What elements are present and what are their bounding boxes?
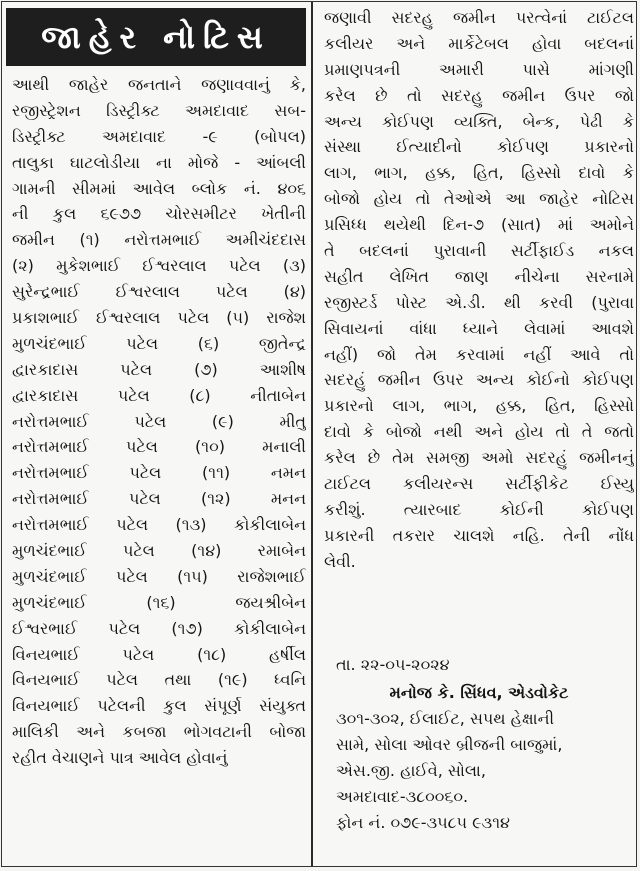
notice-line: લાગ, ભાગ, હક્ક, હિત, હિસ્સો દાવો કે <box>324 163 634 183</box>
notice-line: ઈશ્વરભાઈ પટેલ (૧૭) કોકીલાબેન <box>12 618 306 638</box>
notice-line: નરોત્તમભાઈ પટેલ (૧૧) નમન <box>12 463 306 483</box>
notice-line: મુળચંદભાઈ (૧૬) જયશ્રીબેન <box>12 592 306 612</box>
notice-line: દ્વારકાદાસ પટેલ (૭) આશીષ <box>12 359 306 379</box>
notice-line: ગામની સીમમાં આવેલ બ્લોક નં. ૪૦૬ <box>12 178 306 198</box>
notice-line: પ્રકારનો લાગ, ભાગ, હક્ક, હિત, હિસ્સો <box>324 396 634 416</box>
notice-line: વિનયભાઈ પટેલ (૧૮) હર્ષીલ <box>12 644 306 664</box>
notice-line: નહીં) જો તેમ કરવામાં નહીં આવે તો <box>324 344 634 364</box>
notice-line: ૩૦૧-૩૦૨, ઈલાઈટ, સપથ હેક્ષાની <box>336 709 555 728</box>
notice-line: રજીસ્ટર્ડ પોસ્ટ એ.ડી. થી કરવી (પુરાવા <box>324 292 634 312</box>
signature-block <box>324 680 634 836</box>
notice-line: પ્રસિધ્ધ થયેથી દિન-૭ (સાત) માં અમોને <box>324 215 634 235</box>
notice-line: નરોત્તમભાઈ પટેલ (૧૨) મનન <box>12 489 306 509</box>
notice-line: પ્રકાશભાઈ ઈશ્વરલાલ પટેલ (૫) રાજેશ <box>12 308 306 328</box>
notice-line: પ્રમાણપત્રની અમારી પાસે માંગણી <box>324 59 634 79</box>
notice-line: સામે, સોલા ઓવર બ્રીજની બાજુમાં, <box>336 734 563 754</box>
notice-body-right <box>324 5 634 575</box>
notice-line: સદરહું જમીન ઉપર અન્ય કોઈનો કોઈપણ <box>324 370 634 390</box>
notice-line: ડિસ્ટ્રીક્ટ અમદાવાદ -૯ (બોપલ) <box>12 126 306 146</box>
signatory-name: મનોજ કે. સિંધવ, એડવોકેટ <box>389 683 569 702</box>
notice-line: એસ.જી. હાઈવે, સોલા, <box>336 760 486 780</box>
notice-line: મુળચંદભાઈ પટેલ (૧૪) રમાબેન <box>12 541 306 561</box>
notice-line: નરોત્તમભાઈ પટેલ (૯) મીતુ <box>12 411 306 431</box>
notice-line: સુરેન્દ્રભાઈ ઈશ્વરલાલ પટેલ (૪) <box>12 282 306 302</box>
notice-line: જણાવી સદરહુ જમીન પરત્વેનાં ટાઈટલ <box>324 8 634 27</box>
signatory-phone: ફોન નં. ૦૭૯-૩૫૮૫ ૯૩૧૪ <box>336 812 510 832</box>
notice-line: વિનયભાઈ પટેલની કુલ સંપૂર્ણ સંયુક્ત <box>12 696 306 716</box>
notice-line: અન્ય કોઈપણ વ્યક્તિ, બેન્ક, પેઢી કે <box>324 111 634 131</box>
notice-line: વિનયભાઈ પટેલ તથા (૧૯) ધ્વનિ <box>12 670 306 690</box>
notice-left-column <box>2 2 310 866</box>
notice-line: કરેલ છે તો સદરહુ જમીન ઉપર જો <box>324 85 634 105</box>
signatory-address <box>324 706 634 810</box>
notice-line: બોજો હોય તો તેઓએ આ જાહેર નોટિસ <box>324 189 634 209</box>
notice-line: ની કુલ ૬૯૭૭ ચોરસમીટર ખેતીની <box>12 204 306 224</box>
notice-line: તે બદલનાં પુરાવાની સર્ટીફાઈડ નકલ <box>324 241 634 261</box>
notice-line: ટાઈટલ કલીયરન્સ સર્ટીફીકેટ ઈસ્યુ <box>324 474 634 494</box>
notice-line: કરીશું. ત્યારબાદ કોઈની કોઈપણ <box>324 499 634 519</box>
notice-line: દાવો કે બોજો નથી અને હોય તો તે જતો <box>324 422 634 442</box>
public-notice <box>1 1 637 867</box>
notice-line: કરેલ છે તેમ સમજી અમો સદરહું જમીનનું <box>324 448 634 468</box>
notice-line: નરોત્તમભાઈ પટેલ (૧૦) મનાલી <box>12 437 306 457</box>
notice-line: લેવી. <box>324 551 356 571</box>
notice-line: રજીસ્ટ્રેશન ડિસ્ટ્રીક્ટ અમદાવાદ સબ- <box>12 100 306 120</box>
column-divider <box>311 2 313 866</box>
notice-line: માલિકી અને કબજા ભોગવટાની બોજા <box>12 722 306 742</box>
notice-line: (૨) મુકેશભાઈ ઈશ્વરલાલ પટેલ (૩) <box>12 256 306 276</box>
notice-line: સિવાયનાં વાંધા ધ્યાને લેવામાં આવશે <box>324 318 634 338</box>
notice-line: જમીન (૧) નરોત્તમભાઈ અમીચંદદાસ <box>12 230 306 250</box>
notice-line: મુળચંદભાઈ પટેલ (૧૫) રાજેશભાઈ <box>12 566 306 586</box>
notice-body-left <box>12 72 306 771</box>
notice-line: અમદાવાદ-૩૮૦૦૬૦. <box>336 786 469 806</box>
notice-line: તાલુકા ઘાટલોડીયા ના મોજે - આંબલી <box>12 152 306 172</box>
notice-line: દ્વારકાદાસ પટેલ (૮) નીતાબેન <box>12 385 306 405</box>
notice-line: પ્રકારની તકરાર ચાલશે નહિ. તેની નોંધ <box>324 525 634 545</box>
notice-date: તા. ૨૨-૦૫-૨૦૨૪ <box>336 655 450 674</box>
notice-right-column <box>318 2 636 866</box>
notice-line: આથી જાહેર જનતાને જણાવવાનું કે, <box>12 75 306 94</box>
notice-line: નરોત્તમભાઈ પટેલ (૧૩) કોકીલાબેન <box>12 515 306 535</box>
notice-line: મુળચંદભાઈ પટેલ (૬) જીતેન્દ્ર <box>12 333 306 353</box>
notice-title: જાહેર નોટિસ <box>6 8 306 66</box>
notice-line: રહીત વેચાણને પાત્ર આવેલ હોવાનું <box>12 748 228 768</box>
notice-line: કલીયર અને માર્કેટેબલ હોવા બદલનાં <box>324 33 634 53</box>
notice-line: સહીત લેખિત જાણ નીચેના સરનામે <box>324 266 634 286</box>
notice-line: સંસ્થા ઈત્યાદીનો કોઈપણ પ્રકારનો <box>324 137 634 157</box>
